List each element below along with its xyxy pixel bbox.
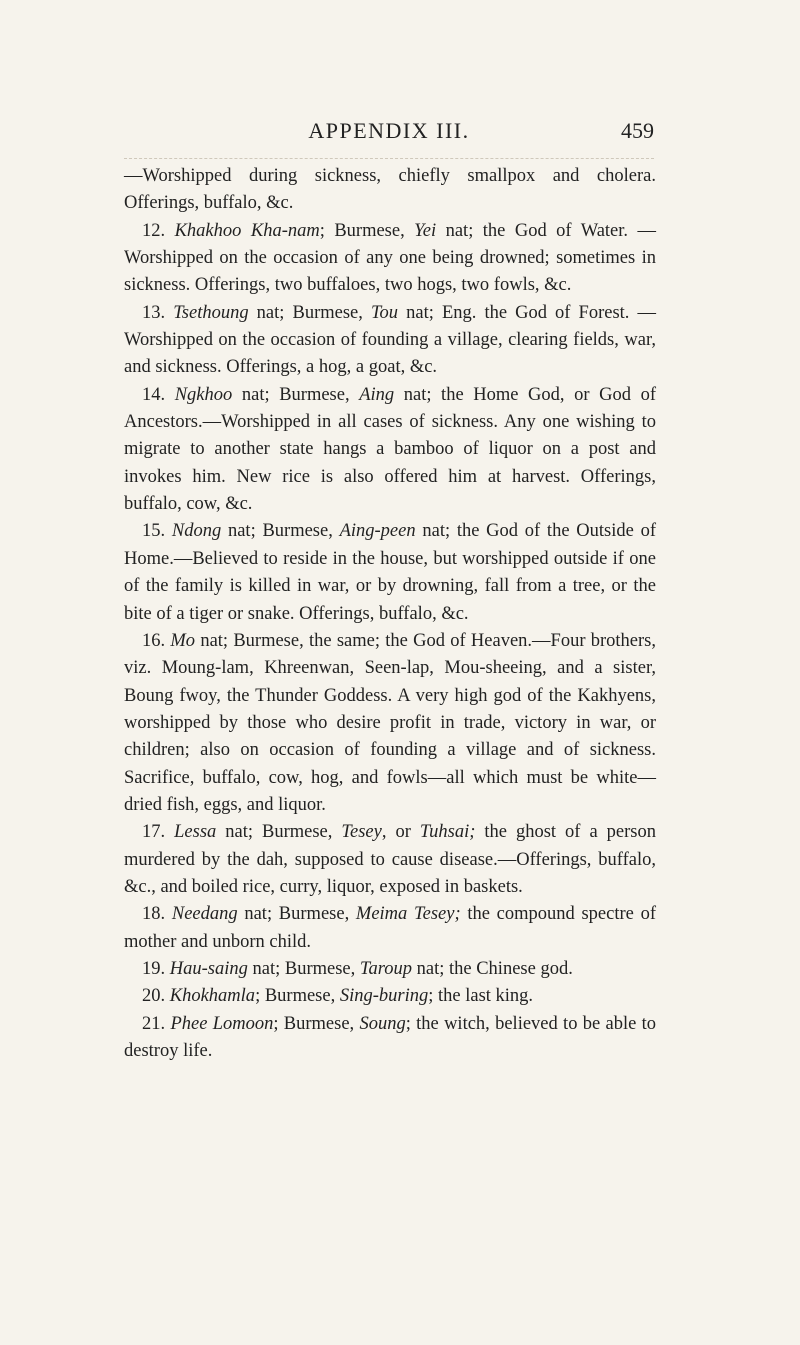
entry-name: Lessa	[174, 822, 217, 843]
entry-burmese-name: Aing	[359, 384, 395, 405]
entry-name: Mo	[170, 630, 196, 651]
entry-burmese-name: Meima Tesey;	[355, 904, 461, 925]
entry-15: 15. Ndong nat; Burmese, Aing-peen nat; the God of the Outside of Home.—Believed to reside in the house, but worshipped outside if one of the family is killed in war, or by drowning, fall from a tree, or the bite of a tiger or snake. Offerings, buffalo, &c.	[124, 521, 656, 624]
entry-14: 14. Ngkhoo nat; Burmese, Aing nat; the Home God, or God of Ancestors.—Worshipped in all cases of sickness. Any one wishing to migrate to another state hangs a bamboo of liquor on a post and invokes him. New rice is also offered him at harvest. Offerings, buffalo, cow, &c.	[124, 384, 656, 515]
running-head: APPENDIX III.	[308, 118, 470, 143]
page-header	[124, 118, 654, 148]
body-text	[124, 163, 656, 1065]
entry-16: 16. Mo nat; Burmese, the same; the God of Heaven.—Four brothers, viz. Moung-lam, Khreenwan, Seen-lap, Mou-sheeing, and a sister, Boung fwoy, the Thunder Goddess. A very high god of the Kakhyens, worshipped by those who desire profit in trade, victory in war, or children; also on occasion of founding a village and of sickness. Sacrifice, buffalo, cow, hog, and fowls—all which must be white—dried fish, eggs, and liquor.	[124, 630, 656, 815]
paragraph-continuation: —Worshipped during sickness, chiefly smallpox and cholera. Offerings, buffalo, &c.	[124, 166, 656, 214]
entry-12: 12. Khakhoo Kha-nam; Burmese, Yei nat; the God of Water. —Worshipped on the occasion of any one being drowned; sometimes in sickness. Offerings, two buffaloes, two hogs, two fowls, &c.	[124, 220, 656, 296]
entry-burmese-name: Tesey	[341, 822, 382, 843]
entry-name: Phee Lomoon	[170, 1013, 274, 1034]
entry-burmese-name: Taroup	[359, 958, 412, 979]
header-rule	[124, 158, 654, 159]
entry-name: Ndong	[171, 521, 222, 542]
entry-burmese-name: Aing-peen	[339, 521, 416, 542]
page-number: 459	[621, 118, 654, 143]
entry-burmese-name: Tou	[370, 302, 399, 323]
entry-burmese-name: Soung	[359, 1013, 406, 1034]
entry-19: 19. Hau-saing nat; Burmese, Taroup nat; the Chinese god.	[142, 958, 573, 979]
entry-20: 20. Khokhamla; Burmese, Sing-buring; the last king.	[142, 986, 534, 1007]
entry-name: Hau-saing	[169, 958, 248, 979]
entry-burmese-name: Yei	[414, 220, 437, 241]
entry-17: 17. Lessa nat; Burmese, Tesey, or Tuhsai; the ghost of a person murdered by the dah, supposed to cause disease.—Offerings, buffalo, &c., and boiled rice, curry, liquor, exposed in baskets.	[124, 822, 656, 897]
entry-21: 21. Phee Lomoon; Burmese, Soung; the witch, believed to be able to destroy life.	[124, 1013, 657, 1061]
entry-name: Needang	[171, 904, 238, 925]
entry-name: Khakhoo Kha-nam	[174, 220, 320, 241]
entry-18: 18. Needang nat; Burmese, Meima Tesey; the compound spectre of mother and unborn child.	[124, 904, 656, 952]
entry-name: Tsethoung	[173, 302, 249, 323]
entry-burmese-name: Sing-buring	[339, 986, 429, 1007]
entry-name: Ngkhoo	[174, 384, 233, 405]
entry-name: Khokhamla	[169, 986, 256, 1007]
entry-alt-name: Tuhsai;	[419, 822, 476, 843]
entry-13: 13. Tsethoung nat; Burmese, Tou nat; Eng. the God of Forest. —Worshipped on the occasion of founding a village, clearing fields, war, and sickness. Offerings, a hog, a goat, &c.	[124, 302, 656, 378]
